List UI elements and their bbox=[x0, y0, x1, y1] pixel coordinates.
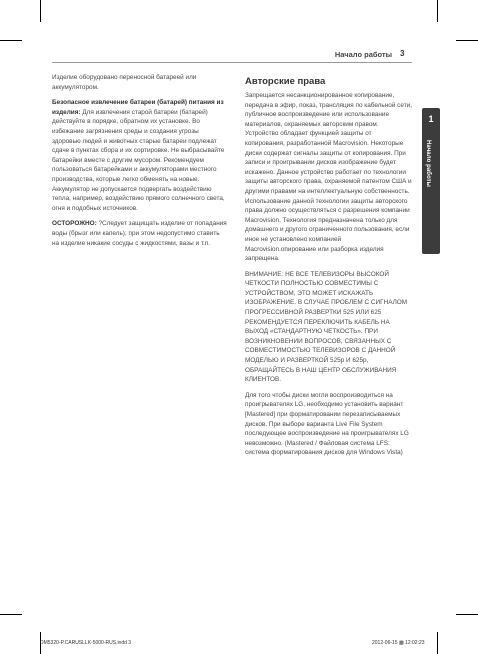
left-column bbox=[52, 73, 228, 254]
caution-paragraph bbox=[52, 219, 228, 248]
crop-mark bbox=[40, 0, 41, 22]
copyright-paragraph: Запрещается несанкционированное копирование, передача в эфир, показ, трансляция по кабельной сети, публичное воспроизведение или использование материалов, охраняемых авторским правом. Устройство обладает функцией защиты от копирования, разработанной Macrovision. Некоторые диски содержат сигналы защиты от копирования. При записи и проигрывании дисков изображение будет искажено. Данное устройство работает по технологии защиты авторского права, охраняемой патентом США и другими правами на интеллектуальную собственность. Использование данной технологии защиты авторского права должно осуществляться с разрешения компании Macrovision. Технология предназначена только для домашнего и другого ограниченного пользования, если иное не установлено компанией Macrovision.опирование или разборка изделия запрещена. bbox=[245, 92, 412, 263]
page-number: 3 bbox=[400, 49, 405, 58]
crop-mark bbox=[0, 614, 22, 615]
chapter-label: Начало работы bbox=[425, 140, 431, 187]
copyright-heading: Авторские права bbox=[245, 76, 326, 87]
warning-paragraph: ВНИМАНИЕ: НЕ ВСЕ ТЕЛЕВИЗОРЫ ВЫСОКОЙ ЧЕТКОСТИ ПОЛНОСТЬЮ СОВМЕСТИМЫ С УСТРОЙСТВОМ, ЭТО МОЖЕТ ИСКАЖАТЬ ИЗОБРАЖЕНИЕ. В СЛУЧАЕ ПРОБЛЕМ С СИГНАЛОМ ПРОГРЕССИВНОЙ РАЗВЕРТКИ 525 ИЛИ 625 РЕКОМЕНДУЕТСЯ ПЕРЕКЛЮЧИТЬ КАБЕЛЬ НА ВЫХОД «СТАНДАРТНУЮ ЧЕТКОСТЬ». ПРИ ВОЗНИКНОВЕНИИ ВОПРОСОВ, СВЯЗАННЫХ С СОВМЕСТИМОСТЬЮ ТЕЛЕВИЗОРОВ С ДАННОЙ МОДЕЛЬЮ И РАЗВЕРТКОЙ 525p И 625p, ОБРАЩАЙТЕСЬ В НАШ ЦЕНТР ОБСЛУЖИВАНИЯ КЛИЕНТОВ. bbox=[245, 270, 408, 384]
chapter-number: 1 bbox=[428, 114, 434, 124]
crop-mark bbox=[437, 0, 438, 22]
caution-label: ОСТОРОЖНО: bbox=[52, 220, 97, 228]
crop-mark bbox=[456, 40, 478, 41]
crop-mark bbox=[437, 632, 438, 654]
crop-mark bbox=[0, 40, 22, 41]
right-column bbox=[245, 73, 413, 464]
chapter-side-tab bbox=[422, 108, 440, 254]
battery-intro-paragraph: Изделие оборудовано переносной батареей или аккумулятором. bbox=[52, 74, 197, 91]
crop-mark bbox=[456, 614, 478, 615]
footer-timestamp: 2012-06-15 ▩ 12:02:23 bbox=[372, 640, 425, 646]
battery-removal-paragraph bbox=[52, 98, 228, 213]
running-header-title: Начало работы bbox=[334, 50, 392, 59]
battery-removal-heading: Безопасное извлечение батареи (батарей) питания из изделия: bbox=[52, 99, 224, 116]
battery-removal-text: Для извлечения старой батареи (батарей) действуйте в порядке, обратном их установке. Во избежание загрязнения среды и создания угрозы здоровью людей и животных старые батареи подлежат сдаче в пунктах сбора и их сортировке. Не выбрасывайте батарейки вместе с другим мусором. Рекомендуем пользоваться батарейками и аккумуляторами местного производства, которые легко обменять на новые. Аккумулятор не допускается подвергать воздействию тепла, например, воздействию прямого солнечного света, огня и подобных источников. bbox=[52, 108, 225, 212]
header-rule bbox=[52, 62, 412, 63]
disc-format-paragraph: Для того чтобы диски могли воспроизводиться на проигрывателях LG, необходимо установить вариант [Mastered] при форматировании перезаписываемых дисков. При выборе варианта Live File System последующее воспроизведение на проигрывателях LG невозможно. (Mastered / Файловая система LFS: система форматирования дисков для Windows Vista) bbox=[245, 391, 409, 457]
footer-file-name: DM5320-P.CARUSLLK-5000-RUS.indd 3 bbox=[40, 640, 132, 646]
caution-text: ?Следует защищать изделие от попадания воды (брызг или капель); при этом недопустимо ставить на изделие никакие сосуды с жидкостями, вазы и т.п. bbox=[52, 220, 227, 247]
